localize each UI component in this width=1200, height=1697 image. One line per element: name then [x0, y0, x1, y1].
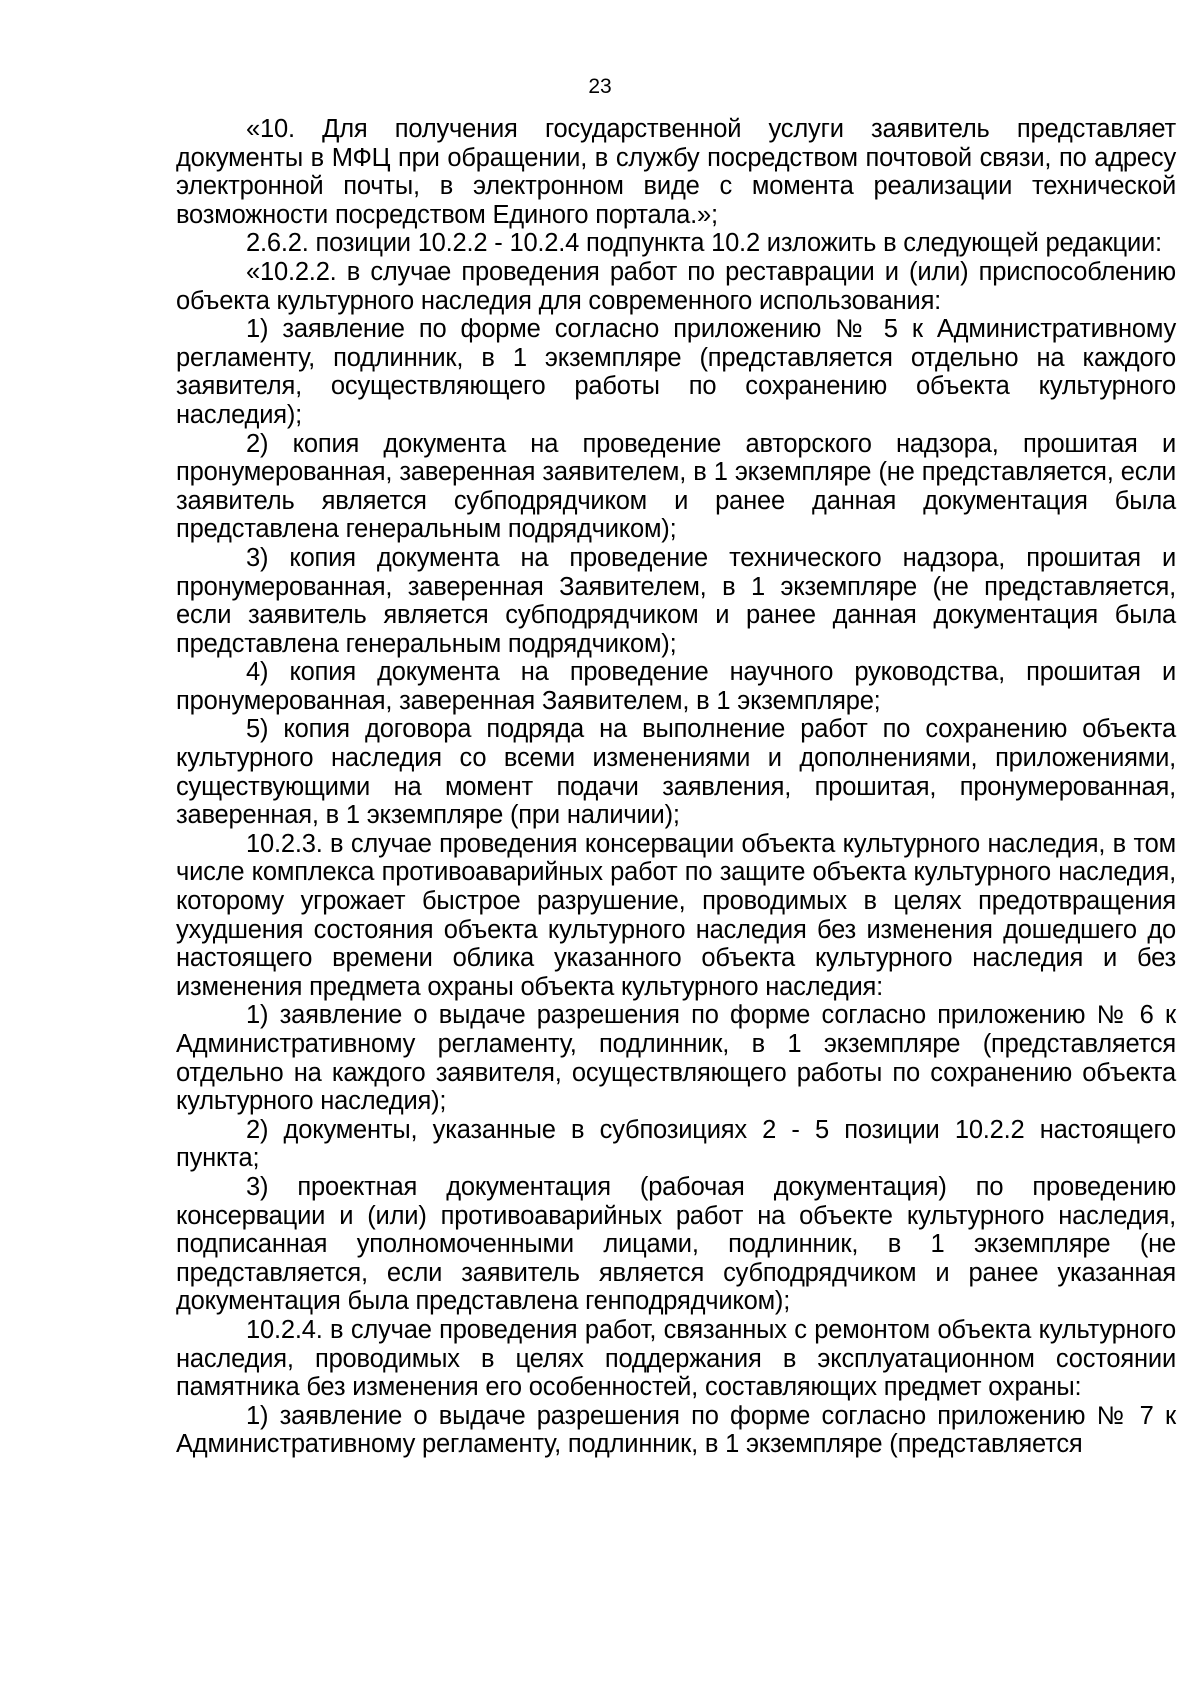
list-item-10-2-2-4: 4) копия документа на проведение научного руководства, прошитая и пронумерованная, заверенная Заявителем, в 1 экземпляре;: [176, 658, 1176, 715]
list-item-10-2-2-2: 2) копия документа на проведение авторского надзора, прошитая и пронумерованная, заверенная заявителем, в 1 экземпляре (не представляется, если заявитель является субподрядчиком и ранее данная документация была представлена генеральным подрядчиком);: [176, 429, 1176, 544]
list-item-10-2-3-2: 2) документы, указанные в субпозициях 2 - 5 позиции 10.2.2 настоящего пункта;: [176, 1115, 1176, 1173]
paragraph-10: «10. Для получения государственной услуги заявитель представляет документы в МФЦ при обращении, в службу посредством почтовой связи, по адресу электронной почты, в электронном виде с момента реализации технической возможности посредством Единого портала.»;: [176, 115, 1176, 229]
list-item-10-2-2-5: 5) копия договора подряда на выполнение работ по сохранению объекта культурного наследия со всеми изменениями и дополнениями, приложениями, существующими на момент подачи заявления, прошитая, пронумерованная, заверенная, в 1 экземпляре (при наличии);: [176, 715, 1176, 830]
paragraph-10-2-3: 10.2.3. в случае проведения консервации объекта культурного наследия, в том числе комплекса противоаварийных работ по защите объекта культурного наследия, которому угрожает быстрое разрушение, проводимых в целях предотвращения ухудшения состояния объекта культурного наследия без изменения дошедшего до настоящего времени облика указанного объекта культурного наследия и без изменения предмета охраны объекта культурного наследия:: [176, 829, 1176, 1001]
paragraph-10-2-2: «10.2.2. в случае проведения работ по реставрации и (или) приспособлению объекта культурного наследия для современного использования:: [176, 257, 1176, 315]
list-item-10-2-2-1: 1) заявление по форме согласно приложению № 5 к Административному регламенту, подлинник, в 1 экземпляре (представляется отдельно на каждого заявителя, осуществляющего работы по сохранению объекта культурного наследия);: [176, 315, 1176, 429]
list-item-10-2-2-3: 3) копия документа на проведение технического надзора, прошитая и пронумерованная, заверенная Заявителем, в 1 экземпляре (не представляется, если заявитель является субподрядчиком и ранее данная документация была представлена генеральным подрядчиком);: [176, 543, 1176, 658]
list-item-10-2-3-3: 3) проектная документация (рабочая документация) по проведению консервации и (или) противоаварийных работ на объекте культурного наследия, подписанная уполномоченными лицами, подлинник, в 1 экземпляре (не представляется, если заявитель является субподрядчиком и ранее указанная документация была представлена генподрядчиком);: [176, 1172, 1176, 1316]
page-number: 23: [588, 75, 612, 98]
paragraph-2-6-2: 2.6.2. позиции 10.2.2 - 10.2.4 подпункта 10.2 изложить в следующей редакции:: [246, 229, 1162, 258]
list-item-10-2-4-1: 1) заявление о выдаче разрешения по форме согласно приложению № 7 к Административному регламенту, подлинник, в 1 экземпляре (представляется: [176, 1401, 1176, 1459]
document-body: [176, 115, 1176, 1459]
paragraph-10-2-4: 10.2.4. в случае проведения работ, связанных с ремонтом объекта культурного наследия, проводимых в целях поддержания в эксплуатационном состоянии памятника без изменения его особенностей, составляющих предмет охраны:: [176, 1315, 1176, 1402]
list-item-10-2-3-1: 1) заявление о выдаче разрешения по форме согласно приложению № 6 к Административному регламенту, подлинник, в 1 экземпляре (представляется отдельно на каждого заявителя, осуществляющего работы по сохранению объекта культурного наследия);: [176, 1001, 1176, 1116]
